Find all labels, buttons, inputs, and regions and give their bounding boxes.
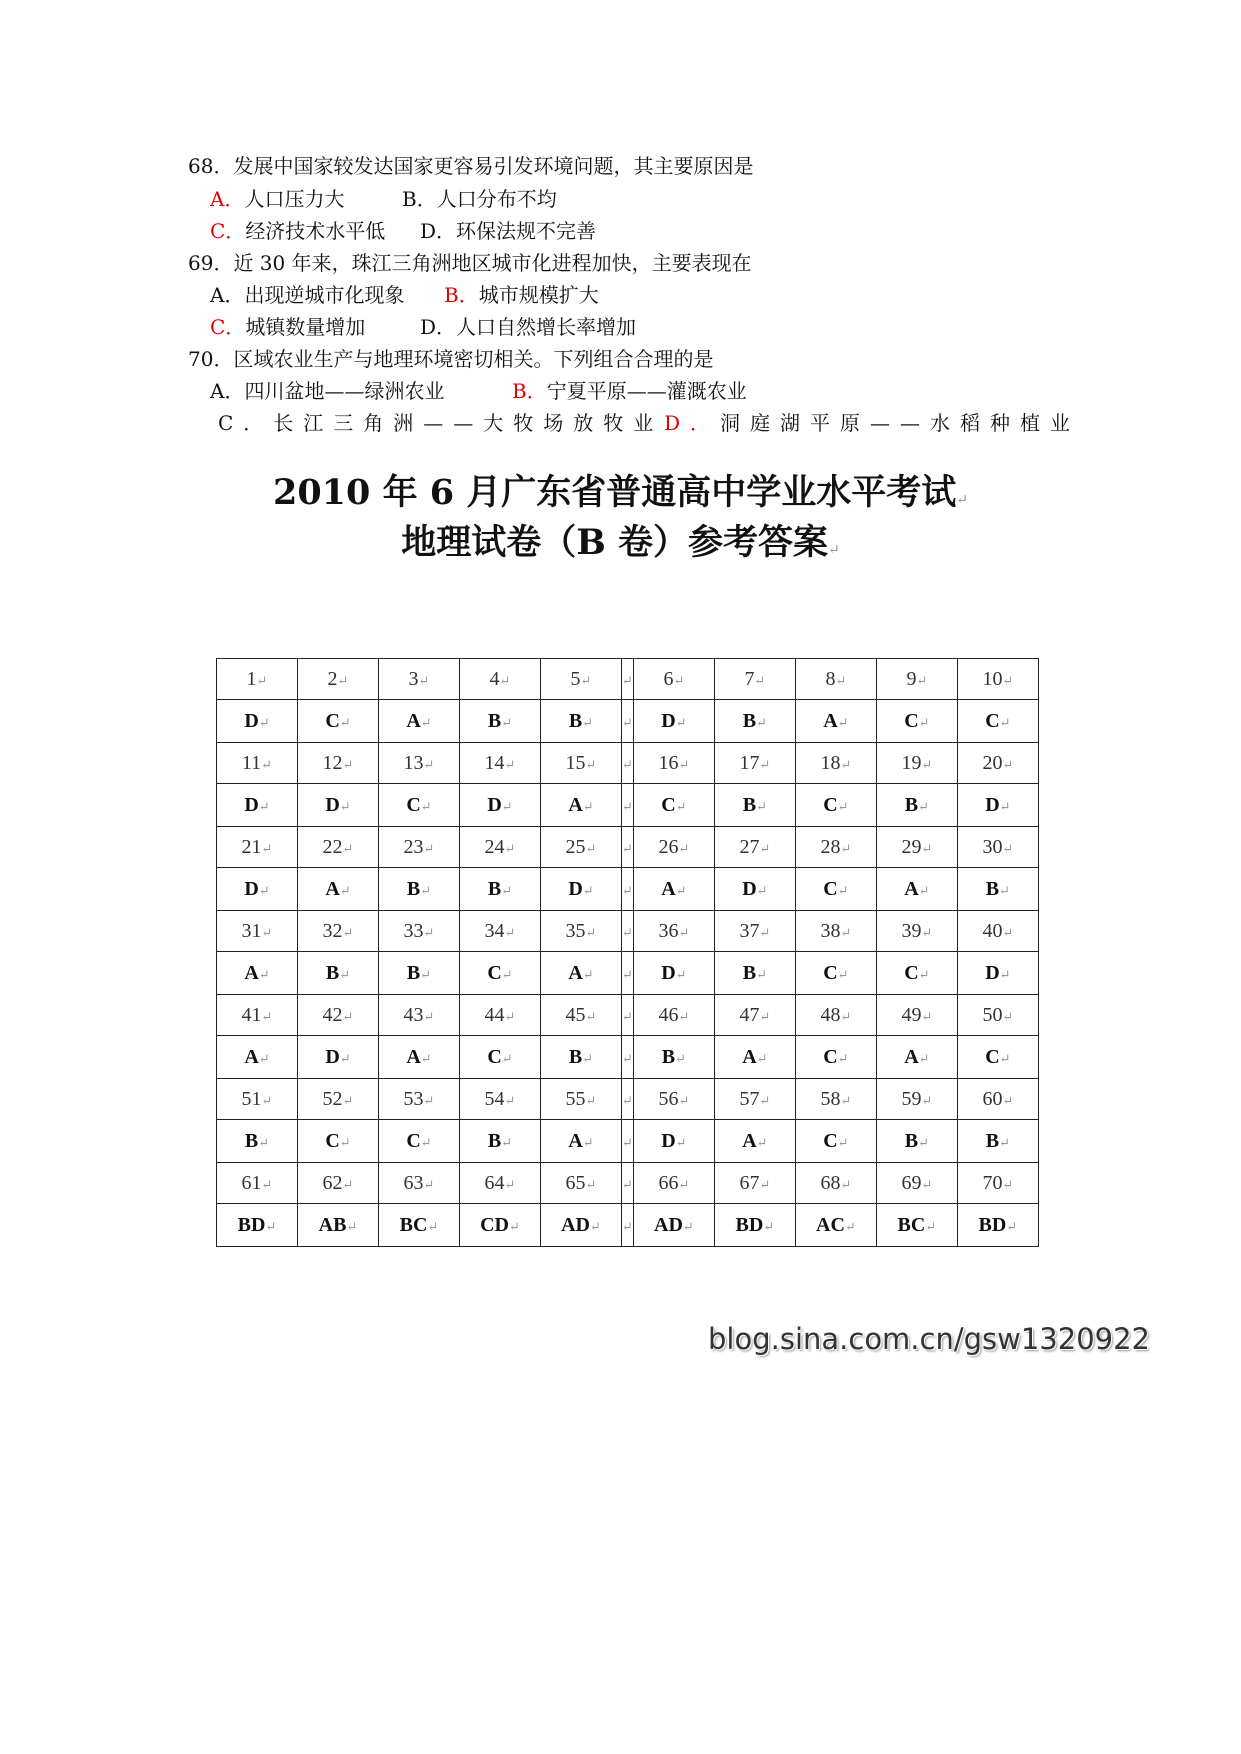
answer-cell: BD↵ — [957, 1204, 1038, 1247]
question-number-cell: 50↵ — [957, 995, 1038, 1036]
q69-option-b: B．城市规模扩大 — [444, 283, 599, 307]
question-number-cell: 51↵ — [217, 1079, 298, 1120]
answer-cell: A↵ — [298, 868, 379, 911]
answer-cell: A↵ — [541, 1120, 622, 1163]
gap-cell: ↵ — [622, 700, 634, 743]
answer-cell: C↵ — [298, 1120, 379, 1163]
gap-cell: ↵ — [622, 784, 634, 827]
answer-cell: D↵ — [298, 1036, 379, 1079]
q70-option-c: C．长江三角洲——大牧场放牧业 — [218, 411, 664, 435]
answer-title-line-2: 地理试卷（B 卷）参考答案↵ — [401, 522, 840, 563]
question-number-cell: 13↵ — [379, 743, 460, 784]
answer-cell: D↵ — [217, 700, 298, 743]
answer-cell: B↵ — [460, 868, 541, 911]
gap-cell: ↵ — [622, 911, 634, 952]
answer-cell: C↵ — [876, 952, 957, 995]
gap-cell: ↵ — [622, 868, 634, 911]
question-number-cell: 54↵ — [460, 1079, 541, 1120]
answer-cell: C↵ — [633, 784, 714, 827]
gap-cell: ↵ — [622, 743, 634, 784]
question-number-cell: 27↵ — [714, 827, 795, 868]
answer-cell: D↵ — [633, 1120, 714, 1163]
answer-cell: A↵ — [379, 700, 460, 743]
question-number-row — [217, 659, 1039, 700]
question-number-cell: 65↵ — [541, 1163, 622, 1204]
question-number-cell: 60↵ — [957, 1079, 1038, 1120]
question-number-cell: 63↵ — [379, 1163, 460, 1204]
question-number-cell: 19↵ — [876, 743, 957, 784]
answer-cell: A↵ — [876, 868, 957, 911]
question-number-row — [217, 911, 1039, 952]
question-number-cell: 6↵ — [633, 659, 714, 700]
gap-cell: ↵ — [622, 1163, 634, 1204]
question-number-cell: 53↵ — [379, 1079, 460, 1120]
answer-key-table — [216, 658, 1039, 1247]
answer-cell: D↵ — [957, 952, 1038, 995]
question-number-cell: 55↵ — [541, 1079, 622, 1120]
question-number-cell: 36↵ — [633, 911, 714, 952]
gap-cell: ↵ — [622, 1036, 634, 1079]
question-number-cell: 69↵ — [876, 1163, 957, 1204]
answer-cell: A↵ — [379, 1036, 460, 1079]
answer-cell: D↵ — [217, 868, 298, 911]
answer-cell: D↵ — [957, 784, 1038, 827]
answer-cell: CD↵ — [460, 1204, 541, 1247]
question-number-cell: 68↵ — [795, 1163, 876, 1204]
question-number-cell: 43↵ — [379, 995, 460, 1036]
answer-cell: C↵ — [795, 784, 876, 827]
question-number-cell: 47↵ — [714, 995, 795, 1036]
answer-cell: BD↵ — [714, 1204, 795, 1247]
q70-option-b: B．宁夏平原——灌溉农业 — [512, 379, 747, 403]
answer-cell: B↵ — [957, 1120, 1038, 1163]
answer-cell: BC↵ — [876, 1204, 957, 1247]
question-number-cell: 8↵ — [795, 659, 876, 700]
question-number-cell: 70↵ — [957, 1163, 1038, 1204]
answer-cell: A↵ — [714, 1036, 795, 1079]
answer-cell: B↵ — [714, 784, 795, 827]
answer-cell: AB↵ — [298, 1204, 379, 1247]
answer-cell: C↵ — [379, 1120, 460, 1163]
gap-cell: ↵ — [622, 995, 634, 1036]
question-number-cell: 1↵ — [217, 659, 298, 700]
answer-cell: A↵ — [633, 868, 714, 911]
question-number-cell: 28↵ — [795, 827, 876, 868]
q68-option-c: C．经济技术水平低 — [210, 219, 386, 243]
answer-row — [217, 784, 1039, 827]
question-number-cell: 29↵ — [876, 827, 957, 868]
question-number-cell: 35↵ — [541, 911, 622, 952]
gap-cell: ↵ — [622, 1120, 634, 1163]
answer-cell: D↵ — [633, 700, 714, 743]
answer-cell: C↵ — [298, 700, 379, 743]
question-number-cell: 59↵ — [876, 1079, 957, 1120]
question-number-cell: 48↵ — [795, 995, 876, 1036]
question-number-cell: 9↵ — [876, 659, 957, 700]
question-number-cell: 39↵ — [876, 911, 957, 952]
answer-cell: D↵ — [541, 868, 622, 911]
answer-cell: B↵ — [633, 1036, 714, 1079]
answer-cell: D↵ — [633, 952, 714, 995]
question-number-cell: 26↵ — [633, 827, 714, 868]
answer-cell: B↵ — [876, 784, 957, 827]
question-number-cell: 20↵ — [957, 743, 1038, 784]
q68-option-a: A．人口压力大 — [210, 187, 345, 211]
answer-cell: D↵ — [298, 784, 379, 827]
answer-row — [217, 1204, 1039, 1247]
question-number-cell: 30↵ — [957, 827, 1038, 868]
answer-cell: B↵ — [714, 952, 795, 995]
question-70-stem: 70．区域农业生产与地理环境密切相关。下列组合合理的是 — [188, 347, 714, 371]
answer-cell: D↵ — [217, 784, 298, 827]
question-number-cell: 46↵ — [633, 995, 714, 1036]
answer-row — [217, 868, 1039, 911]
answer-cell: C↵ — [460, 952, 541, 995]
answer-cell: B↵ — [714, 700, 795, 743]
question-number-row — [217, 743, 1039, 784]
question-number-cell: 64↵ — [460, 1163, 541, 1204]
gap-cell: ↵ — [622, 827, 634, 868]
question-number-cell: 24↵ — [460, 827, 541, 868]
answer-cell: B↵ — [379, 868, 460, 911]
question-number-cell: 11↵ — [217, 743, 298, 784]
answer-row — [217, 700, 1039, 743]
answer-cell: A↵ — [541, 784, 622, 827]
answer-cell: BD↵ — [217, 1204, 298, 1247]
gap-cell: ↵ — [622, 1204, 634, 1247]
question-number-cell: 14↵ — [460, 743, 541, 784]
q70-option-d: D．洞庭湖平原——水稻种植业 — [664, 411, 1081, 435]
answer-cell: B↵ — [217, 1120, 298, 1163]
question-number-cell: 61↵ — [217, 1163, 298, 1204]
answer-cell: C↵ — [795, 1036, 876, 1079]
question-number-cell: 66↵ — [633, 1163, 714, 1204]
question-number-cell: 38↵ — [795, 911, 876, 952]
answer-cell: C↵ — [795, 868, 876, 911]
answer-cell: B↵ — [460, 1120, 541, 1163]
answer-cell: C↵ — [379, 784, 460, 827]
question-number-row — [217, 827, 1039, 868]
question-number-cell: 37↵ — [714, 911, 795, 952]
answer-cell: A↵ — [714, 1120, 795, 1163]
answer-cell: C↵ — [957, 700, 1038, 743]
answer-cell: C↵ — [460, 1036, 541, 1079]
question-number-cell: 57↵ — [714, 1079, 795, 1120]
question-number-cell: 32↵ — [298, 911, 379, 952]
question-number-cell: 5↵ — [541, 659, 622, 700]
question-number-cell: 12↵ — [298, 743, 379, 784]
question-number-cell: 17↵ — [714, 743, 795, 784]
question-number-cell: 49↵ — [876, 995, 957, 1036]
question-number-cell: 67↵ — [714, 1163, 795, 1204]
question-69-stem: 69．近 30 年来，珠江三角洲地区城市化进程加快，主要表现在 — [188, 251, 752, 275]
question-number-cell: 58↵ — [795, 1079, 876, 1120]
answer-cell: A↵ — [541, 952, 622, 995]
question-number-cell: 10↵ — [957, 659, 1038, 700]
answer-title-line-1: 2010 年 6 月广东省普通高中学业水平考试↵ — [272, 472, 969, 513]
question-number-cell: 45↵ — [541, 995, 622, 1036]
answer-cell: B↵ — [298, 952, 379, 995]
answer-cell: AC↵ — [795, 1204, 876, 1247]
question-number-cell: 33↵ — [379, 911, 460, 952]
question-number-row — [217, 995, 1039, 1036]
question-number-cell: 15↵ — [541, 743, 622, 784]
answer-cell: A↵ — [217, 952, 298, 995]
q68-option-d: D．环保法规不完善 — [420, 219, 597, 243]
question-number-cell: 3↵ — [379, 659, 460, 700]
answer-cell: A↵ — [795, 700, 876, 743]
question-number-cell: 16↵ — [633, 743, 714, 784]
answer-cell: C↵ — [795, 952, 876, 995]
question-number-cell: 56↵ — [633, 1079, 714, 1120]
question-number-cell: 52↵ — [298, 1079, 379, 1120]
answer-cell: C↵ — [957, 1036, 1038, 1079]
question-number-cell: 62↵ — [298, 1163, 379, 1204]
question-number-cell: 7↵ — [714, 659, 795, 700]
question-number-cell: 21↵ — [217, 827, 298, 868]
q70-option-a: A．四川盆地——绿洲农业 — [210, 379, 445, 403]
answer-cell: C↵ — [795, 1120, 876, 1163]
answer-row — [217, 1120, 1039, 1163]
answer-cell: B↵ — [541, 1036, 622, 1079]
gap-cell: ↵ — [622, 1079, 634, 1120]
question-number-cell: 31↵ — [217, 911, 298, 952]
answer-cell: D↵ — [714, 868, 795, 911]
question-number-cell: 4↵ — [460, 659, 541, 700]
question-number-cell: 41↵ — [217, 995, 298, 1036]
gap-cell: ↵ — [622, 659, 634, 700]
question-number-row — [217, 1079, 1039, 1120]
answer-cell: B↵ — [957, 868, 1038, 911]
question-number-cell: 40↵ — [957, 911, 1038, 952]
answer-cell: BC↵ — [379, 1204, 460, 1247]
question-number-cell: 42↵ — [298, 995, 379, 1036]
q69-option-c: C．城镇数量增加 — [210, 315, 366, 339]
answer-row — [217, 952, 1039, 995]
answer-cell: A↵ — [217, 1036, 298, 1079]
answer-row — [217, 1036, 1039, 1079]
question-number-row — [217, 1163, 1039, 1204]
question-number-cell: 44↵ — [460, 995, 541, 1036]
question-number-cell: 23↵ — [379, 827, 460, 868]
answer-cell: B↵ — [460, 700, 541, 743]
q69-option-a: A．出现逆城市化现象 — [210, 283, 405, 307]
answer-cell: AD↵ — [633, 1204, 714, 1247]
q68-option-b: B．人口分布不均 — [402, 187, 557, 211]
question-number-cell: 25↵ — [541, 827, 622, 868]
answer-cell: A↵ — [876, 1036, 957, 1079]
answer-cell: B↵ — [541, 700, 622, 743]
question-number-cell: 22↵ — [298, 827, 379, 868]
answer-cell: B↵ — [379, 952, 460, 995]
question-number-cell: 2↵ — [298, 659, 379, 700]
answer-cell: D↵ — [460, 784, 541, 827]
question-number-cell: 34↵ — [460, 911, 541, 952]
question-68-stem: 68．发展中国家较发达国家更容易引发环境问题，其主要原因是 — [188, 154, 754, 178]
answer-cell: AD↵ — [541, 1204, 622, 1247]
blog-watermark: blog.sina.com.cn/gsw1320922 — [708, 1322, 1151, 1356]
answer-cell: B↵ — [876, 1120, 957, 1163]
answer-cell: C↵ — [876, 700, 957, 743]
gap-cell: ↵ — [622, 952, 634, 995]
q69-option-d: D．人口自然增长率增加 — [420, 315, 637, 339]
question-number-cell: 18↵ — [795, 743, 876, 784]
